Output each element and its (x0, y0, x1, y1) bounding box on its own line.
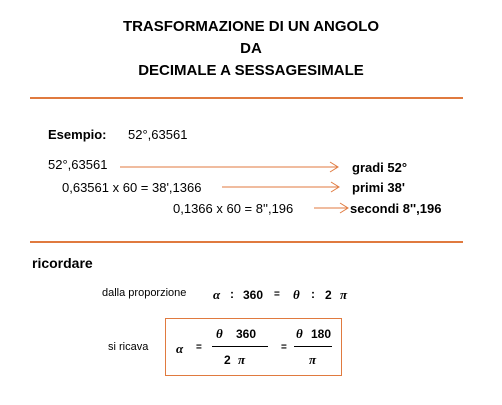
example-row1-result: gradi 52° (352, 160, 408, 175)
formula-num2-theta: θ (296, 326, 303, 341)
page-title-line3: DECIMALE A SESSAGESIMALE (138, 62, 364, 79)
example-value: 52°,63561 (128, 127, 188, 142)
arrow-right-icon (120, 160, 350, 174)
proportion-theta: θ (293, 287, 300, 302)
example-row1-expr: 52°,63561 (48, 157, 108, 172)
proportion-alpha: α (213, 287, 221, 302)
proportion-colon1: : (230, 287, 234, 301)
arrow-right-icon (314, 201, 350, 215)
example-row2-result: primi 38' (352, 180, 405, 195)
arrow-right-icon (222, 180, 350, 194)
formula-equals2: = (281, 342, 287, 353)
formula-alpha: α (176, 341, 184, 356)
formula-den1-two: 2 (224, 353, 231, 367)
proportion-colon2: : (311, 287, 315, 301)
example-row3-result: secondi 8'',196 (350, 201, 442, 216)
proportion-label: dalla proporzione (102, 287, 187, 299)
divider-top (30, 97, 463, 99)
reminder-heading: ricordare (32, 255, 93, 271)
fraction-bar-2 (294, 346, 332, 347)
proportion-two: 2 (325, 288, 332, 302)
formula-num1-theta: θ (216, 326, 223, 341)
formula-den1-pi: π (238, 352, 246, 367)
fraction-bar-1 (212, 346, 268, 347)
example-row2-expr: 0,63561 x 60 = 38',1366 (62, 180, 202, 195)
derive-label: si ricava (108, 341, 149, 353)
formula-num1-value: 360 (236, 327, 257, 341)
divider-bottom (30, 241, 463, 243)
formula-den2-pi: π (309, 352, 317, 367)
page-title-line1: TRASFORMAZIONE DI UN ANGOLO (122, 18, 380, 35)
formula-num2-value: 180 (311, 327, 332, 341)
proportion-360: 360 (243, 288, 264, 302)
proportion-equals: = (274, 289, 280, 300)
example-row3-expr: 0,1366 x 60 = 8'',196 (173, 201, 294, 216)
formula-equals1: = (196, 342, 202, 353)
page-title-line2: DA (240, 40, 262, 57)
example-label: Esempio: (48, 127, 107, 142)
proportion-pi: π (340, 287, 348, 302)
